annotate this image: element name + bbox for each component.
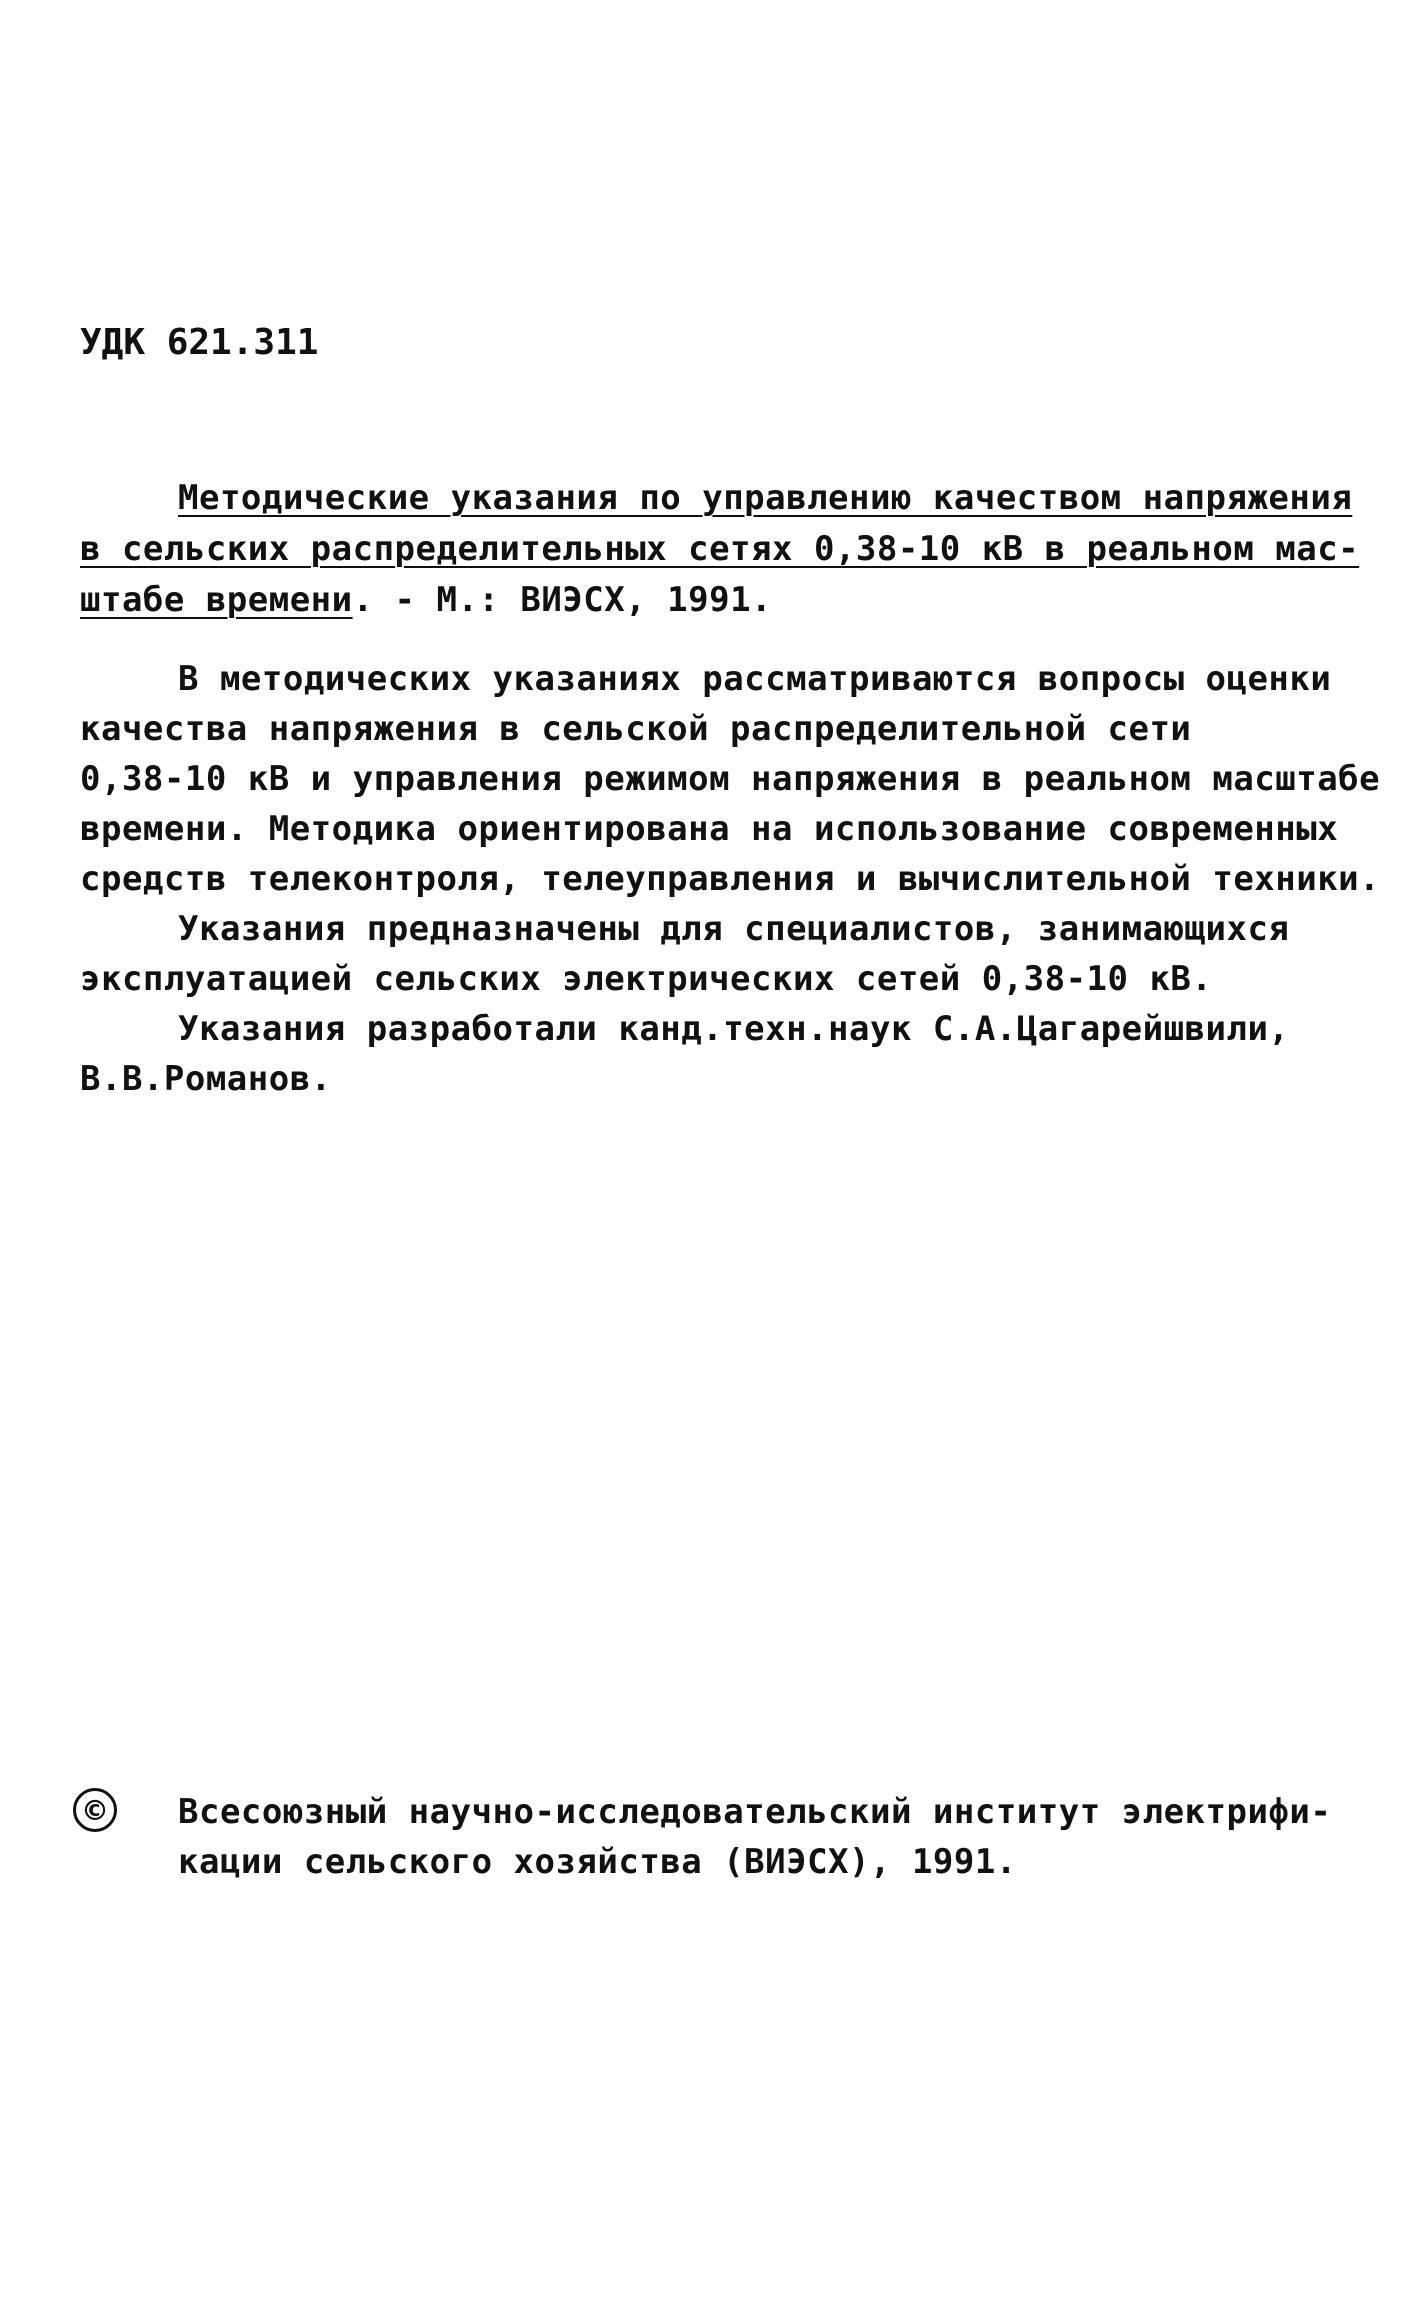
abstract-line-4: времени. Методика ориентирована на использование современных — [80, 809, 1339, 849]
copyright-icon — [73, 1788, 117, 1832]
copyright-line-1: Всесоюзный научно-исследовательский институт электрифи- — [178, 1792, 1332, 1832]
udk-code: УДК 621.311 — [80, 322, 319, 363]
abstract-line-1: В методических указаниях рассматриваются вопросы оценки — [178, 659, 1332, 699]
abstract-line-8: Указания разработали канд.техн.наук С.А.Цагарейшвили, — [178, 1009, 1290, 1049]
abstract-line-2: качества напряжения в сельской распределительной сети — [80, 709, 1192, 749]
title-line-1: Методические указания по управлению качеством напряжения — [178, 478, 1353, 518]
abstract-line-3: 0,38-10 кВ и управления режимом напряжения в реальном масштабе — [80, 759, 1381, 799]
title-line-3 — [80, 576, 772, 624]
copyright-sign-text: © — [81, 1793, 109, 1827]
abstract-line-7: эксплуатацией сельских электрических сетей 0,38-10 кВ. — [80, 959, 1213, 999]
abstract-line-9: В.В.Романов. — [80, 1059, 332, 1099]
title-line-3-underlined: штабе времени — [80, 580, 353, 620]
abstract-line-6: Указания предназначены для специалистов, занимающихся — [178, 909, 1290, 949]
title-line-2: в сельских распределительных сетях 0,38-10 кВ в реальном мас- — [80, 529, 1360, 569]
copyright-line-2: кации сельского хозяйства (ВИЭСХ), 1991. — [178, 1842, 1017, 1882]
abstract-line-5: средств телеконтроля, телеуправления и вычислительной техники. — [80, 859, 1381, 899]
title-line-3-rest: . - М.: ВИЭСХ, 1991. — [352, 580, 773, 620]
